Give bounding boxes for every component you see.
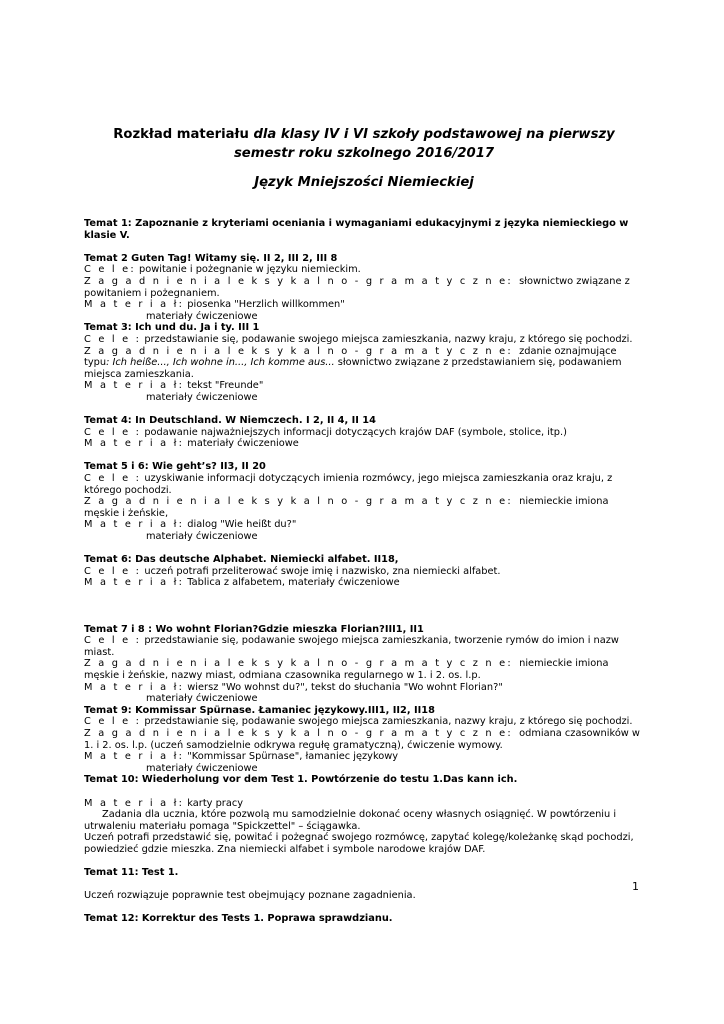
topic-7-materials-2: materiały ćwiczeniowe xyxy=(146,693,258,705)
topic-9-goals: C e l e : przedstawianie się, podawanie swojego miejsca zamieszkania, nazwy kraju, z którego się pochodzi. xyxy=(84,716,633,728)
topic-4-title: Temat 4: In Deutschland. W Niemczech. I 2, II 4, II 14 xyxy=(84,415,376,427)
topic-3-materials: M a t e r i a ł: tekst "Freunde" xyxy=(84,380,264,392)
topic-10-paragraph-1: Zadania dla ucznia, które pozwolą mu samodzielnie dokonać oceny własnych osiągnięć. W powtórzeniu i utrwaleniu materiału pomaga "Spickzettel" – ściągawka. xyxy=(84,809,617,832)
page-number: 1 xyxy=(632,880,639,893)
topic-2-title: Temat 2 Guten Tag! Witamy się. II 2, III 2, III 8 xyxy=(84,252,338,264)
topic-9-materials-2: materiały ćwiczeniowe xyxy=(146,762,258,774)
topic-10-materials: M a t e r i a ł: karty pracy xyxy=(84,797,244,809)
topic-9-lexis: Z a g a d n i e n i a l e k s y k a l n o - g r a m a t y c z n e: odmiana czasowników w 1. i 2. os. l.p. (uczeń samodzielnie odkrywa regułę gramatyczną), ćwiczenie wymowy. xyxy=(84,727,640,751)
document-subtitle: Język Mniejszości Niemieckiej xyxy=(254,175,474,190)
topic-6-goals: C e l e : uczeń potrafi przeliterować swoje imię i nazwisko, zna niemiecki alfabet. xyxy=(84,565,501,577)
topic-6-title: Temat 6: Das deutsche Alphabet. Niemiecki alfabet. II18, xyxy=(84,554,399,566)
topic-1-title: Temat 1: Zapoznanie z kryteriami oceniania i wymaganiami edukacyjnymi z języka niemieckiego w klasie V. xyxy=(84,218,629,241)
document-body xyxy=(84,218,644,925)
topic-5-lexis: Z a g a d n i e n i a l e k s y k a l n o - g r a m a t y c z n e: niemieckie imiona męskie i żeńskie, xyxy=(84,496,609,519)
topic-7-lexis: Z a g a d n i e n i a l e k s y k a l n o - g r a m a t y c z n e: niemieckie imiona męskie i żeńskie, nazwy miast, odmiana czasownika regularnego w 1. i 2. os. l.p. xyxy=(84,658,609,681)
topic-7-title: Temat 7 i 8 : Wo wohnt Florian?Gdzie mieszka Florian?III1, II1 xyxy=(84,623,424,635)
topic-5-materials-2: materiały ćwiczeniowe xyxy=(146,531,258,543)
topic-7-materials: M a t e r i a ł: wiersz "Wo wohnst du?", tekst do słuchania "Wo wohnt Florian?" xyxy=(84,681,503,693)
topic-10-paragraph-2: Uczeń potrafi przedstawić się, powitać i pożegnać swojego rozmówcę, zapytać kolegę/koleżankę skąd pochodzi, powiedzieć gdzie mieszka. Zna niemiecki alfabet i symbole narodowe krajów DAF. xyxy=(84,832,634,855)
topic-11-title: Temat 11: Test 1. xyxy=(84,867,179,879)
topic-12-title: Temat 12: Korrektur des Tests 1. Poprawa sprawdzianu. xyxy=(84,913,393,925)
topic-3-title: Temat 3: Ich und du. Ja i ty. III 1 xyxy=(84,322,260,334)
topic-4-materials: M a t e r i a ł: materiały ćwiczeniowe xyxy=(84,438,299,450)
topic-11-paragraph: Uczeń rozwiązuje poprawnie test obejmujący poznane zagadnienia. xyxy=(84,890,416,902)
topic-4-goals: C e l e : podawanie najważniejszych informacji dotyczących krajów DAF (symbole, stolice, itp.) xyxy=(84,426,567,438)
topic-2-goals: C e l e: powitanie i pożegnanie w języku niemieckim. xyxy=(84,264,361,276)
topic-2-materials: M a t e r i a ł: piosenka "Herzlich willkommen" xyxy=(84,299,345,311)
topic-9-title: Temat 9: Kommissar Spürnase. Łamaniec językowy.III1, II2, II18 xyxy=(84,704,435,716)
topic-6-materials: M a t e r i a ł: Tablica z alfabetem, materiały ćwiczeniowe xyxy=(84,577,400,589)
topic-3-materials-2: materiały ćwiczeniowe xyxy=(146,391,258,403)
topic-3-goals: C e l e : przedstawianie się, podawanie swojego miejsca zamieszkania, nazwy kraju, z którego się pochodzi. xyxy=(84,333,633,345)
topic-5-goals: C e l e : uzyskiwanie informacji dotyczących imienia rozmówcy, jego miejsca zamieszkania oraz kraju, z którego pochodzi. xyxy=(84,473,613,496)
topic-2-lexis: Z a g a d n i e n i a l e k s y k a l n o - g r a m a t y c z n e: słownictwo związane z powitaniem i pożegnaniem. xyxy=(84,275,630,299)
topic-9-materials: M a t e r i a ł: "Kommissar Spürnase", łamaniec językowy xyxy=(84,751,399,763)
topic-5-title: Temat 5 i 6: Wie geht’s? II3, II 20 xyxy=(84,461,266,473)
topic-10-title: Temat 10: Wiederholung vor dem Test 1. Powtórzenie do testu 1.Das kann ich. xyxy=(84,774,518,786)
document-title: Rozkład materiału dla klasy IV i VI szkoły podstawowej na pierwszy semestr roku szkolnego 2016/2017 xyxy=(113,127,615,161)
topic-5-materials: M a t e r i a ł: dialog "Wie heißt du?" xyxy=(84,519,297,531)
topic-7-goals: C e l e : przedstawianie się, podawanie swojego miejsca zamieszkania, tworzenie rymów do imion i nazw miast. xyxy=(84,635,619,658)
topic-2-materials-2: materiały ćwiczeniowe xyxy=(146,310,258,322)
topic-3-lexis: Z a g a d n i e n i a l e k s y k a l n o - g r a m a t y c z n e: zdanie oznajmujące typu: Ich heiße..., Ich wohne in..., Ich komme aus... słownictwo związane z przedstawianiem się, podawaniem miejsca zamieszkania. xyxy=(84,345,622,380)
